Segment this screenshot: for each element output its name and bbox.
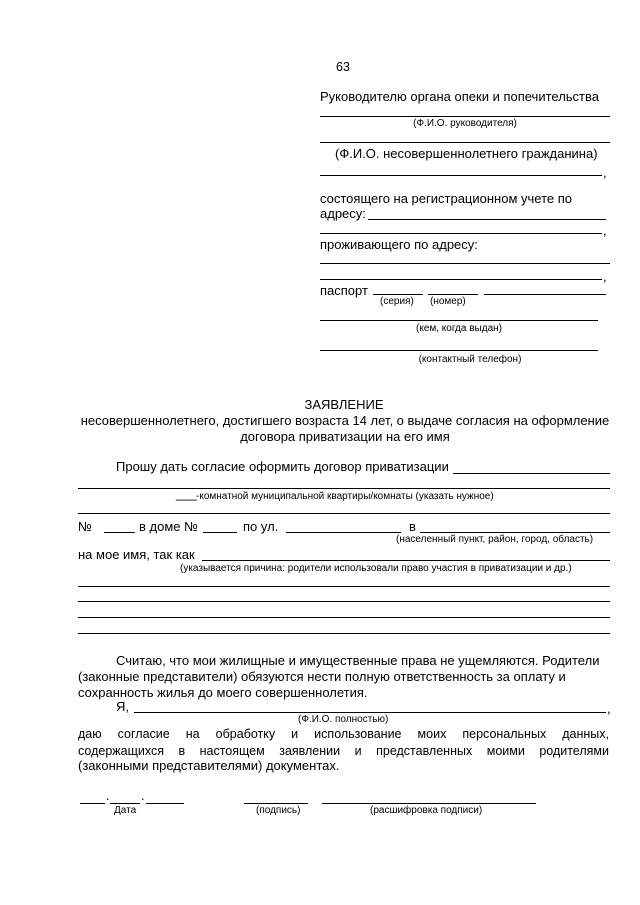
- signature-decode-caption: (расшифровка подписи): [370, 805, 483, 816]
- rooms-count-prefix[interactable]: ___: [176, 487, 197, 501]
- full-fio-caption: (Ф.И.О. полностью): [298, 714, 389, 725]
- house-number-line[interactable]: [203, 532, 237, 533]
- believe-paragraph-line3: сохранность жилья до моего совершеннолетия.: [78, 685, 368, 700]
- apartment-number-line[interactable]: [104, 532, 135, 533]
- locality-line[interactable]: [420, 532, 610, 533]
- locality-label: в: [409, 519, 416, 534]
- reason-line[interactable]: [202, 560, 610, 561]
- phone-caption: (контактный телефон): [418, 354, 522, 365]
- date-caption: Дата: [114, 805, 137, 816]
- line-comma: ,: [603, 223, 607, 238]
- issued-line[interactable]: [320, 320, 598, 321]
- phone-line[interactable]: [320, 350, 598, 351]
- head-fio-line[interactable]: [320, 116, 610, 117]
- i-label: Я,: [116, 699, 129, 714]
- apartment-number-label: №: [78, 519, 92, 534]
- document-subtitle-line1: несовершеннолетнего, достигшего возраста 14 лет, о выдаче согласия на оформление: [80, 413, 610, 428]
- request-line[interactable]: [453, 473, 610, 474]
- document-subtitle-line2: договора приватизации на его имя: [240, 429, 450, 444]
- passport-series-line[interactable]: [373, 294, 423, 295]
- rooms-line-2[interactable]: [78, 513, 610, 514]
- signature-line[interactable]: [244, 803, 308, 804]
- registered-label: состоящего на регистрационном учете по: [320, 191, 572, 206]
- passport-series-caption: (серия): [380, 296, 414, 307]
- living-address-line-2[interactable]: [320, 279, 602, 280]
- believe-paragraph-line2: (законные представители) обязуются нести полную ответственность за оплату и: [78, 669, 566, 684]
- addressee: Руководителю органа опеки и попечительства: [320, 89, 599, 104]
- issued-caption: (кем, когда выдан): [416, 323, 502, 334]
- registered-address-line-2[interactable]: [320, 233, 602, 234]
- document-title: ЗАЯВЛЕНИЕ: [304, 397, 384, 412]
- minor-fio-caption: (Ф.И.О. несовершеннолетнего гражданина): [335, 146, 598, 161]
- line-comma: ,: [603, 165, 607, 180]
- passport-extra-line[interactable]: [484, 294, 606, 295]
- signature-caption: (подпись): [256, 805, 301, 816]
- consent-paragraph-line2: содержащихся в настоящем заявлении и представленных моими родителями: [78, 744, 609, 758]
- reason-line-2[interactable]: [78, 586, 610, 587]
- head-fio-caption: (Ф.И.О. руководителя): [413, 118, 517, 129]
- passport-number-line[interactable]: [428, 294, 478, 295]
- consent-paragraph-line3: (законными представителями) документах.: [78, 758, 340, 773]
- date-year-line[interactable]: [146, 803, 184, 804]
- passport-number-caption: (номер): [430, 296, 466, 307]
- signature-decode-line[interactable]: [322, 803, 536, 804]
- living-address-line[interactable]: [320, 263, 610, 264]
- full-fio-line[interactable]: [134, 712, 606, 713]
- date-day-line[interactable]: [80, 803, 105, 804]
- passport-label: паспорт: [320, 283, 368, 298]
- street-label: по ул.: [243, 519, 279, 534]
- consent-paragraph-line1: даю согласие на обработку и использование моих персональных данных,: [78, 727, 609, 741]
- because-label: на мое имя, так как: [78, 547, 195, 562]
- locality-caption: (населенный пункт, район, город, область): [396, 534, 594, 545]
- date-month-line[interactable]: [110, 803, 140, 804]
- page-number: 63: [336, 60, 350, 74]
- reason-line-5[interactable]: [78, 633, 610, 634]
- living-label: проживающего по адресу:: [320, 237, 478, 252]
- rooms-caption: -комнатной муниципальной квартиры/комнаты (указать нужное): [196, 491, 494, 502]
- minor-fio-line[interactable]: [320, 175, 602, 176]
- reason-line-4[interactable]: [78, 617, 610, 618]
- line-comma: ,: [607, 701, 611, 716]
- request-text: Прошу дать согласие оформить договор приватизации: [116, 459, 449, 474]
- street-line[interactable]: [286, 532, 401, 533]
- registered-address-line[interactable]: [368, 219, 606, 220]
- date-dot: .: [141, 789, 145, 803]
- minor-fio-top-line[interactable]: [320, 142, 610, 143]
- house-number-label: в доме №: [139, 519, 199, 534]
- request-line-2[interactable]: [78, 488, 610, 489]
- believe-paragraph-line1: Считаю, что мои жилищные и имущественные права не ущемляются. Родители: [116, 653, 600, 668]
- address-label: адресу:: [320, 206, 366, 221]
- reason-line-3[interactable]: [78, 601, 610, 602]
- line-comma: ,: [603, 269, 607, 284]
- reason-caption: (указывается причина: родители использовали право участия в приватизации и др.): [180, 563, 572, 574]
- date-dot: .: [106, 789, 110, 803]
